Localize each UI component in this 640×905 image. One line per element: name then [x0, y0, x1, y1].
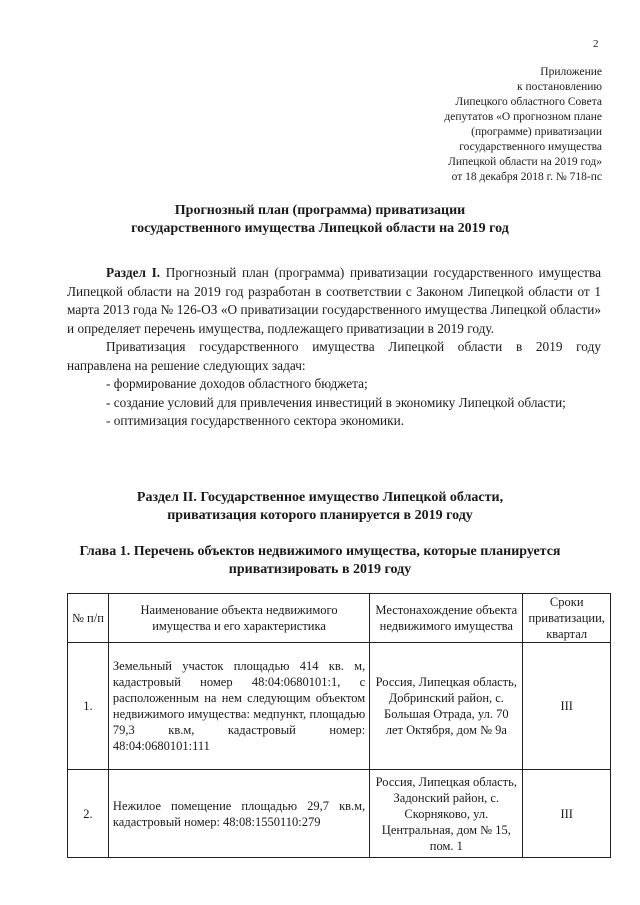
- section-1-lead: Раздел I.: [106, 265, 161, 280]
- header-name: Наименование объекта недвижимого имущества и его характеристика: [108, 594, 369, 643]
- annex-line: к постановлению: [517, 81, 602, 93]
- task-item: - формирование доходов областного бюджета;: [106, 376, 368, 391]
- section-2-line-1: Раздел II. Государственное имущество Липецкой области,: [136, 490, 504, 505]
- header-num: № п/п: [68, 594, 109, 643]
- task-item: - оптимизация государственного сектора экономики.: [106, 413, 405, 428]
- cell-term: III: [523, 643, 611, 770]
- annex-block: [342, 65, 602, 185]
- annex-line: государственного имущества: [459, 141, 602, 153]
- header-location: Местонахождение объекта недвижимого имущества: [370, 594, 523, 643]
- cell-num: 1.: [68, 643, 109, 770]
- chapter-1-heading: [0, 543, 640, 579]
- title-line-2: государственного имущества Липецкой области на 2019 год: [131, 221, 509, 236]
- goals-paragraph-line-1: Приватизация государственного имущества Липецкой области в 2019 году: [106, 339, 601, 354]
- cell-name: Земельный участок площадью 414 кв. м, кадастровый номер 48:04:0680101:1, с расположенным на нем следующим объектом недвижимого имущества: медпункт, площадью 79,3 кв.м, кадастровый номер: 48:04:0680101:111: [108, 643, 369, 770]
- annex-line: Липецкой области на 2019 год»: [448, 156, 602, 168]
- section-2-line-2: приватизация которого планируется в 2019 году: [167, 508, 473, 523]
- header-term: Сроки приватизации, квартал: [523, 594, 611, 643]
- cell-name: Нежилое помещение площадью 29,7 кв.м, кадастровый номер: 48:08:1550110:279: [108, 770, 369, 858]
- table-header-row: [68, 594, 611, 643]
- section-1-paragraph-text: Прогнозный план (программа) приватизации государственного имущества Липецкой области на 2019 год разработан в соответствии с Законом Липецкой области от 1 марта 2013 года № 126-ОЗ «О приватизации государственного имущества Липецкой области» и определяет перечень имущества, подлежащего приватизации в 2019 году.: [67, 265, 602, 336]
- section-1-paragraph: [67, 264, 601, 338]
- document-title: [0, 202, 640, 238]
- annex-line: от 18 декабря 2018 г. № 718-пс: [451, 171, 602, 183]
- objects-table: [67, 593, 611, 858]
- annex-line: депутатов «О прогнозном плане: [444, 111, 602, 123]
- section-1: [67, 264, 601, 431]
- annex-line: (программе) приватизации: [471, 126, 602, 138]
- goals-paragraph-line-2: направлена на решение следующих задач:: [67, 357, 306, 373]
- cell-location: Россия, Липецкая область, Добринский район, с. Большая Отрада, ул. 70 лет Октября, дом № 9а: [370, 643, 523, 770]
- chapter-1-line-1: Глава 1. Перечень объектов недвижимого имущества, которые планируется: [79, 544, 561, 559]
- title-line-1: Прогнозный план (программа) приватизации: [174, 203, 466, 218]
- table-row: [68, 643, 611, 770]
- cell-num: 2.: [68, 770, 109, 858]
- table-row: [68, 770, 611, 858]
- cell-location: Россия, Липецкая область, Задонский район, с. Скорняково, ул. Центральная, дом № 15, пом. 1: [370, 770, 523, 858]
- page-number: 2: [593, 38, 599, 50]
- task-item: - создание условий для привлечения инвестиций в экономику Липецкой области;: [106, 394, 566, 410]
- cell-term: III: [523, 770, 611, 858]
- section-2-heading: [0, 489, 640, 525]
- chapter-1-line-2: приватизировать в 2019 году: [228, 562, 412, 577]
- annex-line: Липецкого областного Совета: [455, 96, 602, 108]
- annex-line: Приложение: [540, 66, 602, 78]
